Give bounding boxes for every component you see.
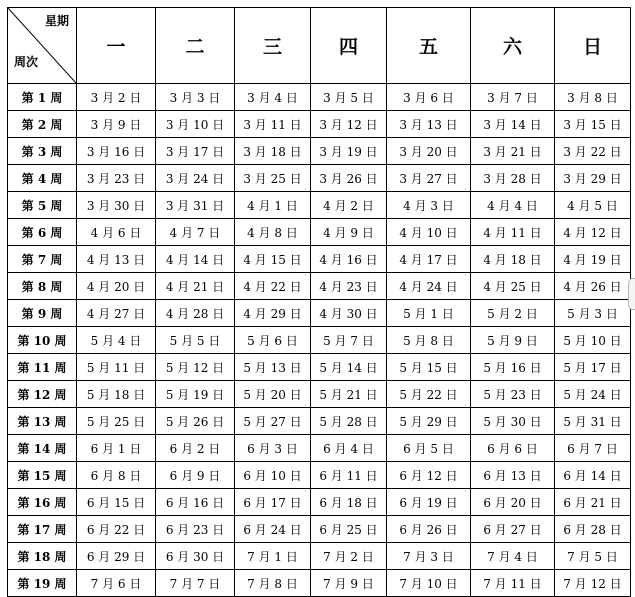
date-cell: 4 月 21 日 [156,273,235,300]
date-cell: 6 月 25 日 [311,516,387,543]
date-cell: 6 月 12 日 [387,462,471,489]
date-cell: 5 月 24 日 [555,381,631,408]
week-row [8,435,631,462]
date-cell: 6 月 18 日 [311,489,387,516]
semester-calendar-table [7,7,631,597]
date-cell: 5 月 2 日 [471,300,555,327]
weekday-header-tue: 二 [156,8,235,84]
week-row [8,408,631,435]
date-cell: 5 月 13 日 [235,354,311,381]
date-cell: 3 月 17 日 [156,138,235,165]
date-cell: 6 月 3 日 [235,435,311,462]
calendar-body [8,84,631,597]
date-cell: 7 月 3 日 [387,543,471,570]
date-cell: 4 月 14 日 [156,246,235,273]
date-cell: 4 月 13 日 [77,246,156,273]
weekday-header-thu: 四 [311,8,387,84]
date-cell: 4 月 5 日 [555,192,631,219]
date-cell: 7 月 2 日 [311,543,387,570]
date-cell: 6 月 30 日 [156,543,235,570]
week-label-cell: 第 19 周 [8,570,77,597]
date-cell: 7 月 10 日 [387,570,471,597]
date-cell: 3 月 11 日 [235,111,311,138]
week-row [8,570,631,597]
date-cell: 5 月 19 日 [156,381,235,408]
week-label-cell: 第 2 周 [8,111,77,138]
date-cell: 7 月 12 日 [555,570,631,597]
date-cell: 7 月 9 日 [311,570,387,597]
date-cell: 4 月 27 日 [77,300,156,327]
week-row [8,381,631,408]
date-cell: 4 月 16 日 [311,246,387,273]
week-label-cell: 第 11 周 [8,354,77,381]
date-cell: 6 月 6 日 [471,435,555,462]
date-cell: 3 月 26 日 [311,165,387,192]
week-label-cell: 第 18 周 [8,543,77,570]
date-cell: 3 月 8 日 [555,84,631,111]
date-cell: 7 月 8 日 [235,570,311,597]
date-cell: 5 月 9 日 [471,327,555,354]
date-cell: 5 月 27 日 [235,408,311,435]
date-cell: 4 月 15 日 [235,246,311,273]
date-cell: 5 月 10 日 [555,327,631,354]
date-cell: 6 月 2 日 [156,435,235,462]
date-cell: 4 月 22 日 [235,273,311,300]
date-cell: 5 月 29 日 [387,408,471,435]
date-cell: 5 月 4 日 [77,327,156,354]
date-cell: 3 月 30 日 [77,192,156,219]
week-label-cell: 第 8 周 [8,273,77,300]
week-row [8,138,631,165]
date-cell: 7 月 11 日 [471,570,555,597]
date-cell: 5 月 20 日 [235,381,311,408]
week-row [8,462,631,489]
date-cell: 3 月 27 日 [387,165,471,192]
date-cell: 3 月 22 日 [555,138,631,165]
date-cell: 4 月 6 日 [77,219,156,246]
date-cell: 4 月 25 日 [471,273,555,300]
week-row [8,273,631,300]
date-cell: 6 月 23 日 [156,516,235,543]
weekday-header-sun: 日 [555,8,631,84]
week-row [8,84,631,111]
date-cell: 6 月 15 日 [77,489,156,516]
week-label-cell: 第 12 周 [8,381,77,408]
date-cell: 6 月 8 日 [77,462,156,489]
date-cell: 6 月 28 日 [555,516,631,543]
date-cell: 3 月 25 日 [235,165,311,192]
week-label-cell: 第 9 周 [8,300,77,327]
week-label-cell: 第 16 周 [8,489,77,516]
date-cell: 5 月 14 日 [311,354,387,381]
date-cell: 4 月 1 日 [235,192,311,219]
week-label-cell: 第 7 周 [8,246,77,273]
week-row [8,354,631,381]
date-cell: 5 月 18 日 [77,381,156,408]
date-cell: 4 月 3 日 [387,192,471,219]
date-cell: 3 月 12 日 [311,111,387,138]
date-cell: 6 月 13 日 [471,462,555,489]
date-cell: 6 月 10 日 [235,462,311,489]
corner-weekday-label: 星期 [44,14,69,28]
date-cell: 4 月 18 日 [471,246,555,273]
date-cell: 4 月 26 日 [555,273,631,300]
date-cell: 3 月 2 日 [77,84,156,111]
week-label-cell: 第 5 周 [8,192,77,219]
date-cell: 5 月 31 日 [555,408,631,435]
date-cell: 6 月 20 日 [471,489,555,516]
date-cell: 6 月 26 日 [387,516,471,543]
date-cell: 5 月 11 日 [77,354,156,381]
date-cell: 5 月 26 日 [156,408,235,435]
date-cell: 5 月 7 日 [311,327,387,354]
corner-cell [8,8,77,84]
date-cell: 5 月 17 日 [555,354,631,381]
date-cell: 6 月 14 日 [555,462,631,489]
date-cell: 6 月 7 日 [555,435,631,462]
date-cell: 3 月 31 日 [156,192,235,219]
date-cell: 3 月 13 日 [387,111,471,138]
week-row [8,516,631,543]
date-cell: 7 月 6 日 [77,570,156,597]
date-cell: 6 月 11 日 [311,462,387,489]
date-cell: 3 月 7 日 [471,84,555,111]
date-cell: 3 月 15 日 [555,111,631,138]
date-cell: 5 月 23 日 [471,381,555,408]
week-row [8,543,631,570]
week-row [8,219,631,246]
date-cell: 5 月 28 日 [311,408,387,435]
date-cell: 6 月 27 日 [471,516,555,543]
week-label-cell: 第 10 周 [8,327,77,354]
week-label-cell: 第 17 周 [8,516,77,543]
date-cell: 6 月 9 日 [156,462,235,489]
week-row [8,192,631,219]
date-cell: 3 月 3 日 [156,84,235,111]
date-cell: 4 月 10 日 [387,219,471,246]
week-row [8,489,631,516]
date-cell: 5 月 6 日 [235,327,311,354]
weekday-header-mon: 一 [77,8,156,84]
week-row [8,165,631,192]
date-cell: 7 月 1 日 [235,543,311,570]
date-cell: 4 月 7 日 [156,219,235,246]
date-cell: 4 月 20 日 [77,273,156,300]
date-cell: 4 月 17 日 [387,246,471,273]
date-cell: 3 月 20 日 [387,138,471,165]
date-cell: 6 月 24 日 [235,516,311,543]
date-cell: 3 月 10 日 [156,111,235,138]
week-row [8,246,631,273]
date-cell: 5 月 16 日 [471,354,555,381]
date-cell: 4 月 30 日 [311,300,387,327]
date-cell: 3 月 18 日 [235,138,311,165]
week-label-cell: 第 6 周 [8,219,77,246]
date-cell: 6 月 22 日 [77,516,156,543]
date-cell: 6 月 4 日 [311,435,387,462]
week-label-cell: 第 4 周 [8,165,77,192]
week-row [8,300,631,327]
date-cell: 4 月 4 日 [471,192,555,219]
week-label-cell: 第 14 周 [8,435,77,462]
page-side-handle[interactable] [628,278,635,310]
date-cell: 4 月 8 日 [235,219,311,246]
date-cell: 4 月 28 日 [156,300,235,327]
calendar-header [8,8,631,84]
date-cell: 3 月 5 日 [311,84,387,111]
date-cell: 3 月 29 日 [555,165,631,192]
weekday-header-fri: 五 [387,8,471,84]
date-cell: 5 月 12 日 [156,354,235,381]
date-cell: 3 月 16 日 [77,138,156,165]
date-cell: 4 月 23 日 [311,273,387,300]
header-row [8,8,631,84]
date-cell: 3 月 21 日 [471,138,555,165]
date-cell: 3 月 19 日 [311,138,387,165]
date-cell: 5 月 8 日 [387,327,471,354]
date-cell: 3 月 9 日 [77,111,156,138]
date-cell: 3 月 28 日 [471,165,555,192]
date-cell: 3 月 4 日 [235,84,311,111]
week-label-cell: 第 13 周 [8,408,77,435]
date-cell: 7 月 5 日 [555,543,631,570]
date-cell: 6 月 29 日 [77,543,156,570]
date-cell: 4 月 9 日 [311,219,387,246]
date-cell: 5 月 3 日 [555,300,631,327]
date-cell: 7 月 7 日 [156,570,235,597]
week-label-cell: 第 1 周 [8,84,77,111]
date-cell: 3 月 24 日 [156,165,235,192]
date-cell: 5 月 30 日 [471,408,555,435]
week-row [8,327,631,354]
date-cell: 5 月 21 日 [311,381,387,408]
date-cell: 6 月 21 日 [555,489,631,516]
date-cell: 4 月 29 日 [235,300,311,327]
date-cell: 3 月 14 日 [471,111,555,138]
date-cell: 6 月 5 日 [387,435,471,462]
weekday-header-wed: 三 [235,8,311,84]
date-cell: 3 月 23 日 [77,165,156,192]
week-label-cell: 第 15 周 [8,462,77,489]
week-row [8,111,631,138]
date-cell: 5 月 25 日 [77,408,156,435]
date-cell: 4 月 24 日 [387,273,471,300]
date-cell: 4 月 19 日 [555,246,631,273]
date-cell: 3 月 6 日 [387,84,471,111]
corner-week-label: 周次 [14,55,39,69]
date-cell: 4 月 11 日 [471,219,555,246]
date-cell: 5 月 15 日 [387,354,471,381]
date-cell: 6 月 16 日 [156,489,235,516]
date-cell: 5 月 5 日 [156,327,235,354]
date-cell: 6 月 19 日 [387,489,471,516]
week-label-cell: 第 3 周 [8,138,77,165]
date-cell: 7 月 4 日 [471,543,555,570]
weekday-header-sat: 六 [471,8,555,84]
date-cell: 6 月 1 日 [77,435,156,462]
date-cell: 4 月 2 日 [311,192,387,219]
date-cell: 4 月 12 日 [555,219,631,246]
date-cell: 6 月 17 日 [235,489,311,516]
date-cell: 5 月 22 日 [387,381,471,408]
date-cell: 5 月 1 日 [387,300,471,327]
